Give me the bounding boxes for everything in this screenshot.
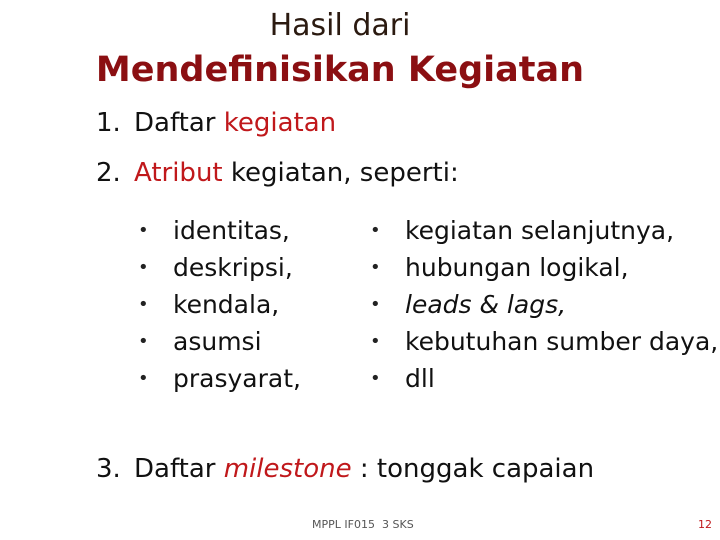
page-number: 12: [698, 518, 712, 531]
bullet-item: [138, 323, 301, 360]
item-text: kegiatan, seperti:: [222, 158, 459, 188]
item-text: : tonggak capaian: [351, 454, 595, 484]
bullet-icon: •: [370, 368, 381, 389]
bullet-item: [138, 212, 301, 249]
item-text: Daftar: [134, 454, 224, 484]
list-item-3: [96, 454, 594, 484]
bullet-item: [138, 249, 301, 286]
bullet-text: dll: [405, 364, 435, 393]
item-number: 2.: [96, 158, 121, 188]
bullet-text: kebutuhan sumber daya,: [405, 327, 719, 356]
bullet-icon: •: [370, 220, 381, 241]
bullet-item: [370, 323, 718, 360]
footer-credits: 3 SKS: [382, 518, 414, 531]
bullet-icon: •: [370, 294, 381, 315]
bullet-item: [370, 360, 718, 397]
bullet-icon: •: [138, 294, 149, 315]
item-text-highlight: Atribut: [134, 158, 223, 188]
footer-course: MPPL IF015: [312, 518, 375, 531]
bullet-icon: •: [370, 331, 381, 352]
list-item-2: [96, 158, 459, 188]
right-bullet-list: [370, 212, 718, 397]
item-number: 1.: [96, 108, 121, 138]
bullet-item: [138, 286, 301, 323]
title-line-1: Hasil dari: [269, 8, 411, 43]
bullet-item: [138, 360, 301, 397]
bullet-text: identitas,: [173, 216, 290, 245]
bullet-text: leads & lags,: [405, 290, 567, 319]
bullet-icon: •: [138, 368, 149, 389]
bullet-text: prasyarat,: [173, 364, 301, 393]
bullet-icon: •: [138, 220, 149, 241]
bullet-text: asumsi: [173, 327, 262, 356]
bullet-text: deskripsi,: [173, 253, 293, 282]
item-text-highlight: kegiatan: [223, 108, 337, 138]
bullet-text: kendala,: [173, 290, 280, 319]
bullet-icon: •: [138, 331, 149, 352]
bullet-text: hubungan logikal,: [405, 253, 629, 282]
list-item-1: [96, 108, 336, 138]
item-text: Daftar: [134, 108, 224, 138]
item-number: 3.: [96, 454, 121, 484]
item-text-highlight: milestone: [223, 454, 352, 484]
bullet-icon: •: [138, 257, 149, 278]
bullet-item: [370, 286, 718, 323]
bullet-icon: •: [370, 257, 381, 278]
bullet-item: [370, 249, 718, 286]
left-bullet-list: [138, 212, 301, 397]
bullet-item: [370, 212, 718, 249]
page-title: Mendefinisikan Kegiatan: [95, 50, 585, 90]
bullet-text: kegiatan selanjutnya,: [405, 216, 675, 245]
